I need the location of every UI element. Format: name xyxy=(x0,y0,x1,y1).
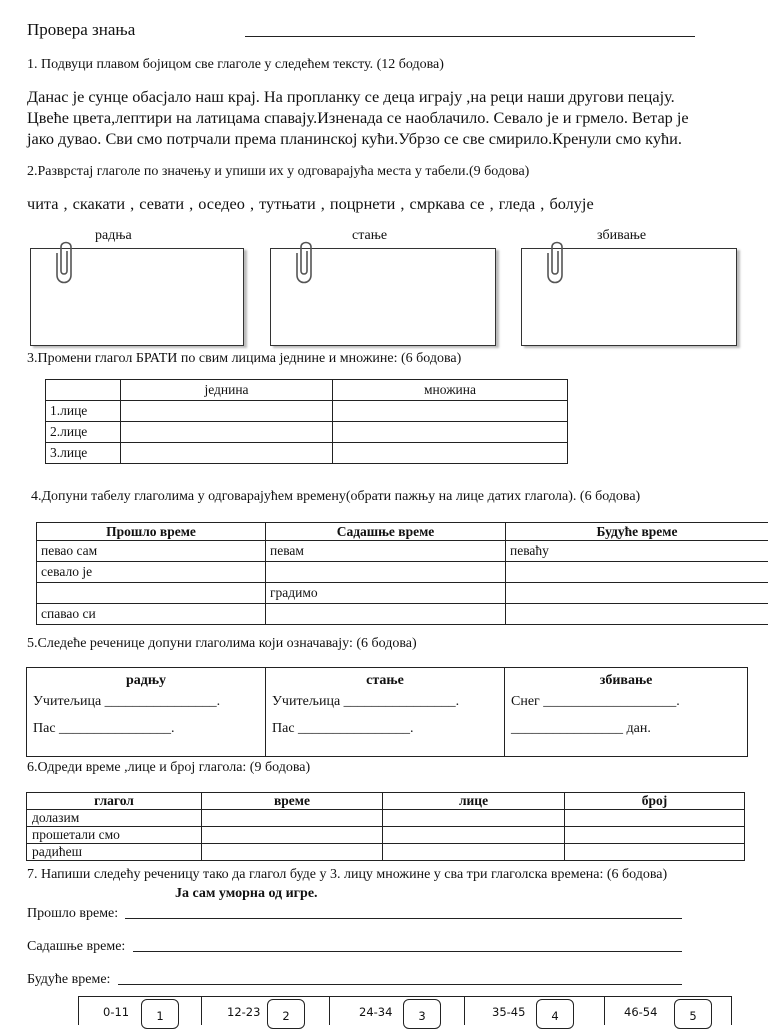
q6-header: глагол xyxy=(27,793,202,810)
q3-header xyxy=(46,380,121,401)
q6-cell[interactable] xyxy=(202,827,383,844)
q4-cell[interactable] xyxy=(266,604,506,625)
grade-box[interactable]: 5 xyxy=(674,999,712,1029)
grade-box[interactable]: 1 xyxy=(141,999,179,1029)
q5-sentence[interactable]: Пас ________________. xyxy=(272,718,498,739)
name-field[interactable] xyxy=(245,36,695,37)
q4-cell[interactable]: певам xyxy=(266,541,506,562)
q5-sentence[interactable]: Пас ________________. xyxy=(33,718,259,739)
card-label-zbivanje: збивање xyxy=(597,228,646,244)
q1-text-line: Цвеће цвета,лептири на латицама спавају.Изненада се наоблачило. Севало је и грмело. Ветар је xyxy=(27,107,747,128)
q4-header: Прошло време xyxy=(37,523,266,541)
grade-cell xyxy=(329,997,465,1025)
q5-column-zbivanje[interactable] xyxy=(505,668,748,757)
q3-row-label: 3.лице xyxy=(46,443,121,464)
q6-header: лице xyxy=(383,793,565,810)
q5-column-head: збивање xyxy=(511,670,741,691)
grade-range: 12-23 xyxy=(227,1005,260,1019)
card-stanje[interactable] xyxy=(270,248,496,346)
card-label-stanje: стање xyxy=(352,228,387,244)
q1-text[interactable] xyxy=(27,86,747,149)
q6-cell[interactable] xyxy=(383,844,565,861)
q6-cell[interactable] xyxy=(383,810,565,827)
grade-box[interactable]: 3 xyxy=(403,999,441,1029)
q4-cell[interactable] xyxy=(266,562,506,583)
q3-row-label: 1.лице xyxy=(46,401,121,422)
q6-cell[interactable] xyxy=(202,844,383,861)
q5-table xyxy=(26,667,748,757)
q6-cell[interactable] xyxy=(202,810,383,827)
grading-scale xyxy=(78,996,732,1025)
grade-box[interactable]: 2 xyxy=(267,999,305,1029)
q4-cell[interactable]: спавао си xyxy=(37,604,266,625)
q4-cell[interactable]: градимо xyxy=(266,583,506,604)
grade-range: 46-54 xyxy=(624,1005,657,1019)
page-title: Провера знања xyxy=(27,20,135,40)
paperclip-icon xyxy=(544,241,570,287)
q4-cell[interactable] xyxy=(506,562,768,583)
q4-cell[interactable] xyxy=(37,583,266,604)
q4-cell[interactable]: севало је xyxy=(37,562,266,583)
q3-instruction: 3.Промени глагол БРАТИ по свим лицима једнине и множине: (6 бодова) xyxy=(27,351,461,367)
grade-box[interactable]: 4 xyxy=(536,999,574,1029)
present-tense-answer[interactable] xyxy=(133,951,682,952)
q6-cell[interactable] xyxy=(565,810,745,827)
paperclip-icon xyxy=(293,241,319,287)
q5-column-head: стање xyxy=(272,670,498,691)
card-zbivanje[interactable] xyxy=(521,248,737,346)
q6-verb: прошетали смо xyxy=(27,827,202,844)
q1-text-line: јако дувао. Сви смо потрчали према планинској кући.Убрзо се све смирило.Кренули смо кући. xyxy=(27,128,747,149)
q4-header: Будуће време xyxy=(506,523,768,541)
q6-cell[interactable] xyxy=(565,844,745,861)
grade-range: 35-45 xyxy=(492,1005,525,1019)
q4-table xyxy=(36,522,768,625)
q5-sentence[interactable]: ________________ дан. xyxy=(511,718,741,739)
q3-cell[interactable] xyxy=(121,401,333,422)
q6-verb: долазим xyxy=(27,810,202,827)
q6-header: време xyxy=(202,793,383,810)
q3-cell[interactable] xyxy=(121,422,333,443)
future-tense-label: Будуће време: xyxy=(27,972,110,988)
q5-sentence[interactable]: Снег ___________________. xyxy=(511,691,741,712)
card-radnja[interactable] xyxy=(30,248,244,346)
q1-instruction: 1. Подвуци плавом бојицом све глаголе у следећем тексту. (12 бодова) xyxy=(27,57,444,73)
past-tense-answer[interactable] xyxy=(125,918,682,919)
q4-cell[interactable]: певаћу xyxy=(506,541,768,562)
q7-instruction: 7. Напиши следећу реченицу тако да глагол буде у 3. лицу множине у сва три глаголска времена: (6 бодова) xyxy=(27,867,667,883)
q3-row-label: 2.лице xyxy=(46,422,121,443)
q3-header: множина xyxy=(333,380,568,401)
q6-instruction: 6.Одреди време ,лице и број глагола: (9 бодова) xyxy=(27,760,310,776)
q5-sentence[interactable]: Учитељица ________________. xyxy=(33,691,259,712)
q3-cell[interactable] xyxy=(333,422,568,443)
q4-header: Садашње време xyxy=(266,523,506,541)
present-tense-label: Садашње време: xyxy=(27,939,125,955)
q4-cell[interactable]: певао сам xyxy=(37,541,266,562)
grade-cell xyxy=(464,997,605,1025)
q5-column-radnja[interactable] xyxy=(27,668,266,757)
q3-cell[interactable] xyxy=(333,443,568,464)
q3-cell[interactable] xyxy=(121,443,333,464)
q4-cell[interactable] xyxy=(506,604,768,625)
q1-text-line: Данас је сунце обасјало наш крај. На пропланку се деца играју ,на реци наши другови пецају. xyxy=(27,86,747,107)
grade-cell xyxy=(79,997,202,1025)
q6-header: број xyxy=(565,793,745,810)
past-tense-label: Прошло време: xyxy=(27,906,118,922)
q3-table xyxy=(45,379,568,464)
grade-range: 24-34 xyxy=(359,1005,392,1019)
q4-cell[interactable] xyxy=(506,583,768,604)
q6-table xyxy=(26,792,745,861)
q5-instruction: 5.Следеће реченице допуни глаголима који означавају: (6 бодова) xyxy=(27,636,417,652)
grade-cell xyxy=(604,997,731,1025)
q6-verb: радићеш xyxy=(27,844,202,861)
paperclip-icon xyxy=(53,241,79,287)
q6-cell[interactable] xyxy=(565,827,745,844)
q6-cell[interactable] xyxy=(383,827,565,844)
q5-column-stanje[interactable] xyxy=(266,668,505,757)
q2-word-list: чита , скакати , севати , оседео , тутњати , поцрнети , смркава се , гледа , болује xyxy=(27,194,594,214)
card-label-radnja: радња xyxy=(95,228,132,244)
grade-cell xyxy=(201,997,330,1025)
q4-instruction: 4.Допуни табелу глаголима у одговарајућем времену(обрати пажњу на лице датих глагола). (6 бодова) xyxy=(31,489,640,505)
future-tense-answer[interactable] xyxy=(118,984,682,985)
q7-sentence: Ја сам уморна од игре. xyxy=(175,886,318,902)
q3-cell[interactable] xyxy=(333,401,568,422)
q2-instruction: 2.Разврстај глаголе по значењу и упиши их у одговарајућа места у табели.(9 бодова) xyxy=(27,164,529,180)
grade-range: 0-11 xyxy=(103,1005,129,1019)
q5-column-head: радњу xyxy=(33,670,259,691)
q3-header: једнина xyxy=(121,380,333,401)
q5-sentence[interactable]: Учитељица ________________. xyxy=(272,691,498,712)
